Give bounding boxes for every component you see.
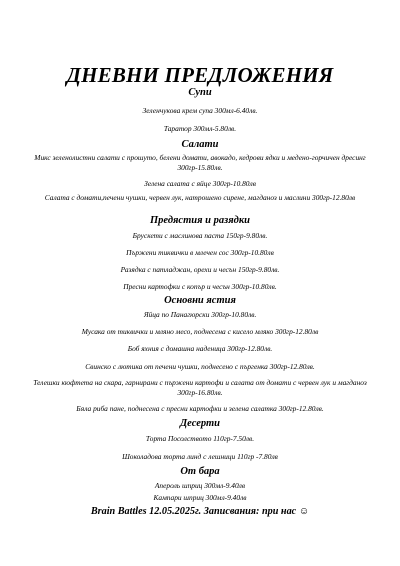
section-heading-desserts: Десерти — [180, 418, 220, 429]
section-heading-mains: Основни ястия — [164, 295, 236, 306]
menu-item: Микс зеленолистни салати с прошуто, белени домати, авокадо, кедрови ядки и медено-горчичен дресинг 300гр-15.80лв. — [34, 153, 366, 172]
menu-item: Яйца по Панагюрски 300гр-10.80лв. — [143, 310, 257, 319]
menu-item: Апероль шприц 300мл-9.40лв — [154, 481, 246, 490]
menu-item: Телешки кюфтета на скара, гарнирани с пържени картофи и салата от домати с червен лук и магданоз 300гр-16.80лв. — [33, 378, 367, 397]
event-announcement: Brain Battles 12.05.2025г. Записвания: при нас ☺ — [90, 506, 310, 517]
menu-item: Торта Посолството 110гр-7.50лв. — [145, 434, 255, 443]
menu-item: Таратор 300мл-5.80лв. — [163, 124, 237, 133]
menu-item: Боб яхния с домашна наденица 300гр-12.80лв. — [127, 344, 273, 353]
menu-item: Свинско с лютика от печени чушки, поднесено с пъргенка 300гр-12.80лв. — [85, 362, 315, 371]
menu-item: Разядка с патладжан, орехи и чесън 150гр-9.80лв. — [120, 265, 280, 274]
menu-item: Брускети с маслинова паста 150гр-9.80лв. — [132, 231, 268, 240]
menu-item: Пържени тиквички в млечен сос 300гр-10.80лв — [126, 248, 274, 257]
menu-item: Мусака от тиквички и мляно месо, поднесена с кисело мляко 300гр-12.80лв — [81, 327, 319, 336]
menu-item: Кампари шприц 300мл-9.40лв — [153, 493, 247, 502]
section-heading-salads: Салати — [181, 139, 219, 150]
section-heading-starters: Предястия и разядки — [150, 215, 250, 226]
menu-item: Зелена салата с яйце 300гр-10.80лв — [144, 179, 256, 188]
menu-item: Пресни картофки с копър и чесън 300гр-10.80лв. — [123, 282, 277, 291]
menu-item: Зеленчукова крем супа 300мл-6.40лв. — [142, 106, 258, 115]
menu-item: Бяла риба пане, поднесена с пресни картофки и зелена салатка 300гр-12.80лв. — [76, 404, 324, 413]
menu-item: Салата с домати,печени чушки, червен лук, натрошено сирене, магданоз и маслини 300гр-12.80лв — [44, 193, 356, 202]
page-title: ДНЕВНИ ПРЕДЛОЖЕНИЯ — [66, 63, 334, 87]
section-heading-bar: От бара — [180, 466, 220, 477]
menu-item: Шоколадова торта линд с лешници 110гр -7.80лв — [122, 452, 278, 461]
section-heading-soups: Супи — [188, 87, 212, 98]
